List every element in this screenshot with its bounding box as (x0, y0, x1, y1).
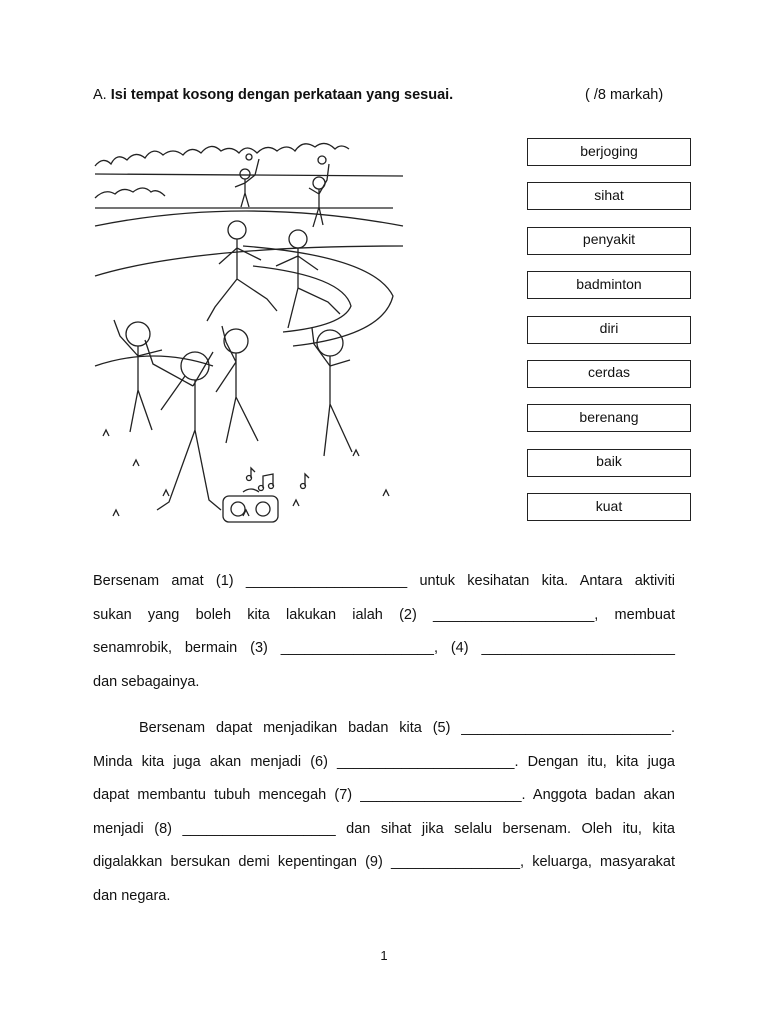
page-number: 1 (380, 948, 388, 963)
paragraph-two (93, 712, 675, 913)
word-box: cerdas (527, 360, 691, 388)
word-box: penyakit (527, 227, 691, 255)
word-box: badminton (527, 271, 691, 299)
question-number: A. (93, 87, 107, 103)
paragraph-line: senamrobik, bermain (3) ___________________, (4) ________________________ (93, 640, 675, 656)
paragraph-line: Minda kita juga akan menjadi (6) ______________________. Dengan itu, kita juga (93, 753, 675, 770)
question-heading (93, 87, 683, 107)
paragraph-line: menjadi (8) ___________________ dan sihat jika selalu bersenam. Oleh itu, kita (93, 820, 675, 837)
word-box: sihat (527, 182, 691, 210)
word-box: diri (527, 316, 691, 344)
paragraph-one (93, 565, 675, 699)
paragraph-line: Bersenam amat (1) ____________________ untuk kesihatan kita. Antara aktiviti (93, 573, 675, 589)
word-box: berenang (527, 404, 691, 432)
instruction-text: Isi tempat kosong dengan perkataan yang sesuai. (110, 87, 454, 103)
paragraph-line: sukan yang boleh kita lakukan ialah (2) ____________________, membuat (93, 606, 675, 623)
word-box: kuat (527, 493, 691, 521)
marks-label: ( /8 markah) (585, 87, 664, 103)
paragraph-line: dan sebagainya. (93, 673, 200, 690)
word-box: baik (527, 449, 691, 477)
paragraph-line: dan negara. (93, 887, 171, 904)
children-exercising-illustration (93, 136, 406, 534)
paragraph-line: dapat membantu tubuh mencegah (7) ____________________. Anggota badan akan (93, 787, 675, 803)
word-box: berjoging (527, 138, 691, 166)
paragraph-line: Bersenam dapat menjadikan badan kita (5) __________________________. (139, 720, 675, 736)
paragraph-line: digalakkan bersukan demi kepentingan (9) ________________, keluarga, masyarakat (93, 854, 675, 870)
word-bank (527, 138, 693, 538)
